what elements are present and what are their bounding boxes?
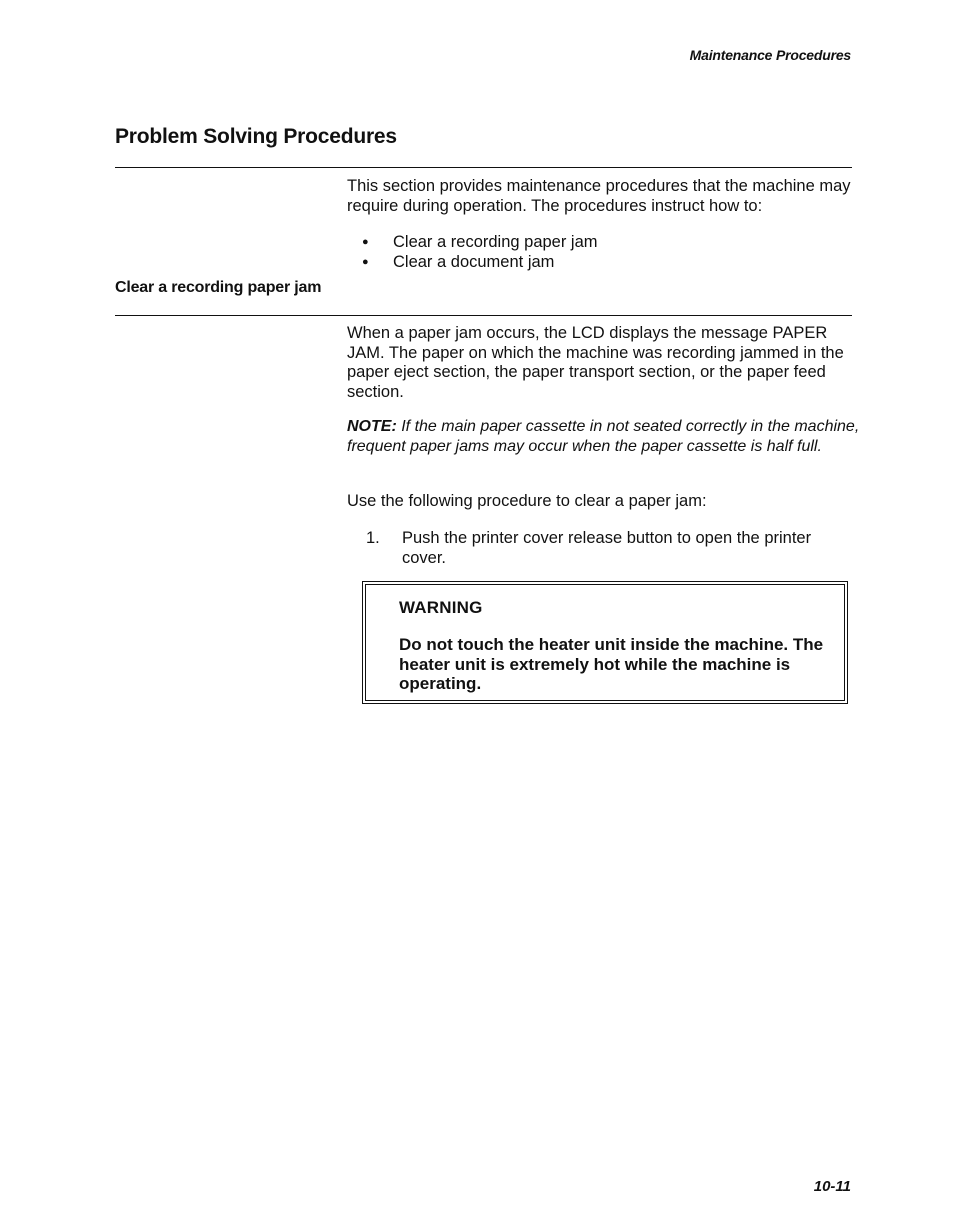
step-number: 1. <box>366 529 380 547</box>
section-title: Problem Solving Procedures <box>115 125 397 148</box>
note <box>347 417 862 456</box>
list-item: ● Clear a recording paper jam <box>347 233 598 253</box>
procedure-step <box>347 529 857 568</box>
procedure-intro: Use the following procedure to clear a paper jam: <box>347 492 707 510</box>
warning-box <box>365 584 845 701</box>
page-number: 10-11 <box>813 1178 851 1195</box>
section-divider <box>115 167 852 168</box>
intro-paragraph: This section provides maintenance procedures that the machine may require during operation. The procedures instruct how to: <box>347 177 851 215</box>
note-text: If the main paper cassette in not seated correctly in the machine, frequent paper jams may occur when the paper cassette is half full. <box>347 418 860 455</box>
subsection-divider <box>115 315 852 316</box>
paper-jam-paragraph: When a paper jam occurs, the LCD displays the message PAPER JAM. The paper on which the machine was recording jammed in the paper eject section, the paper transport section, or the paper feed section. <box>347 324 844 401</box>
running-header: Maintenance Procedures <box>689 47 851 63</box>
note-label: NOTE: <box>347 418 397 435</box>
subsection-heading: Clear a recording paper jam <box>115 279 322 296</box>
procedure-list <box>347 233 598 272</box>
step-text: Push the printer cover release button to open the printer cover. <box>402 529 812 567</box>
warning-text: Do not touch the heater unit inside the machine. The heater unit is extremely hot while the machine is operating. <box>399 635 824 693</box>
list-item: ● Clear a document jam <box>347 253 598 273</box>
warning-title: WARNING <box>399 598 483 617</box>
